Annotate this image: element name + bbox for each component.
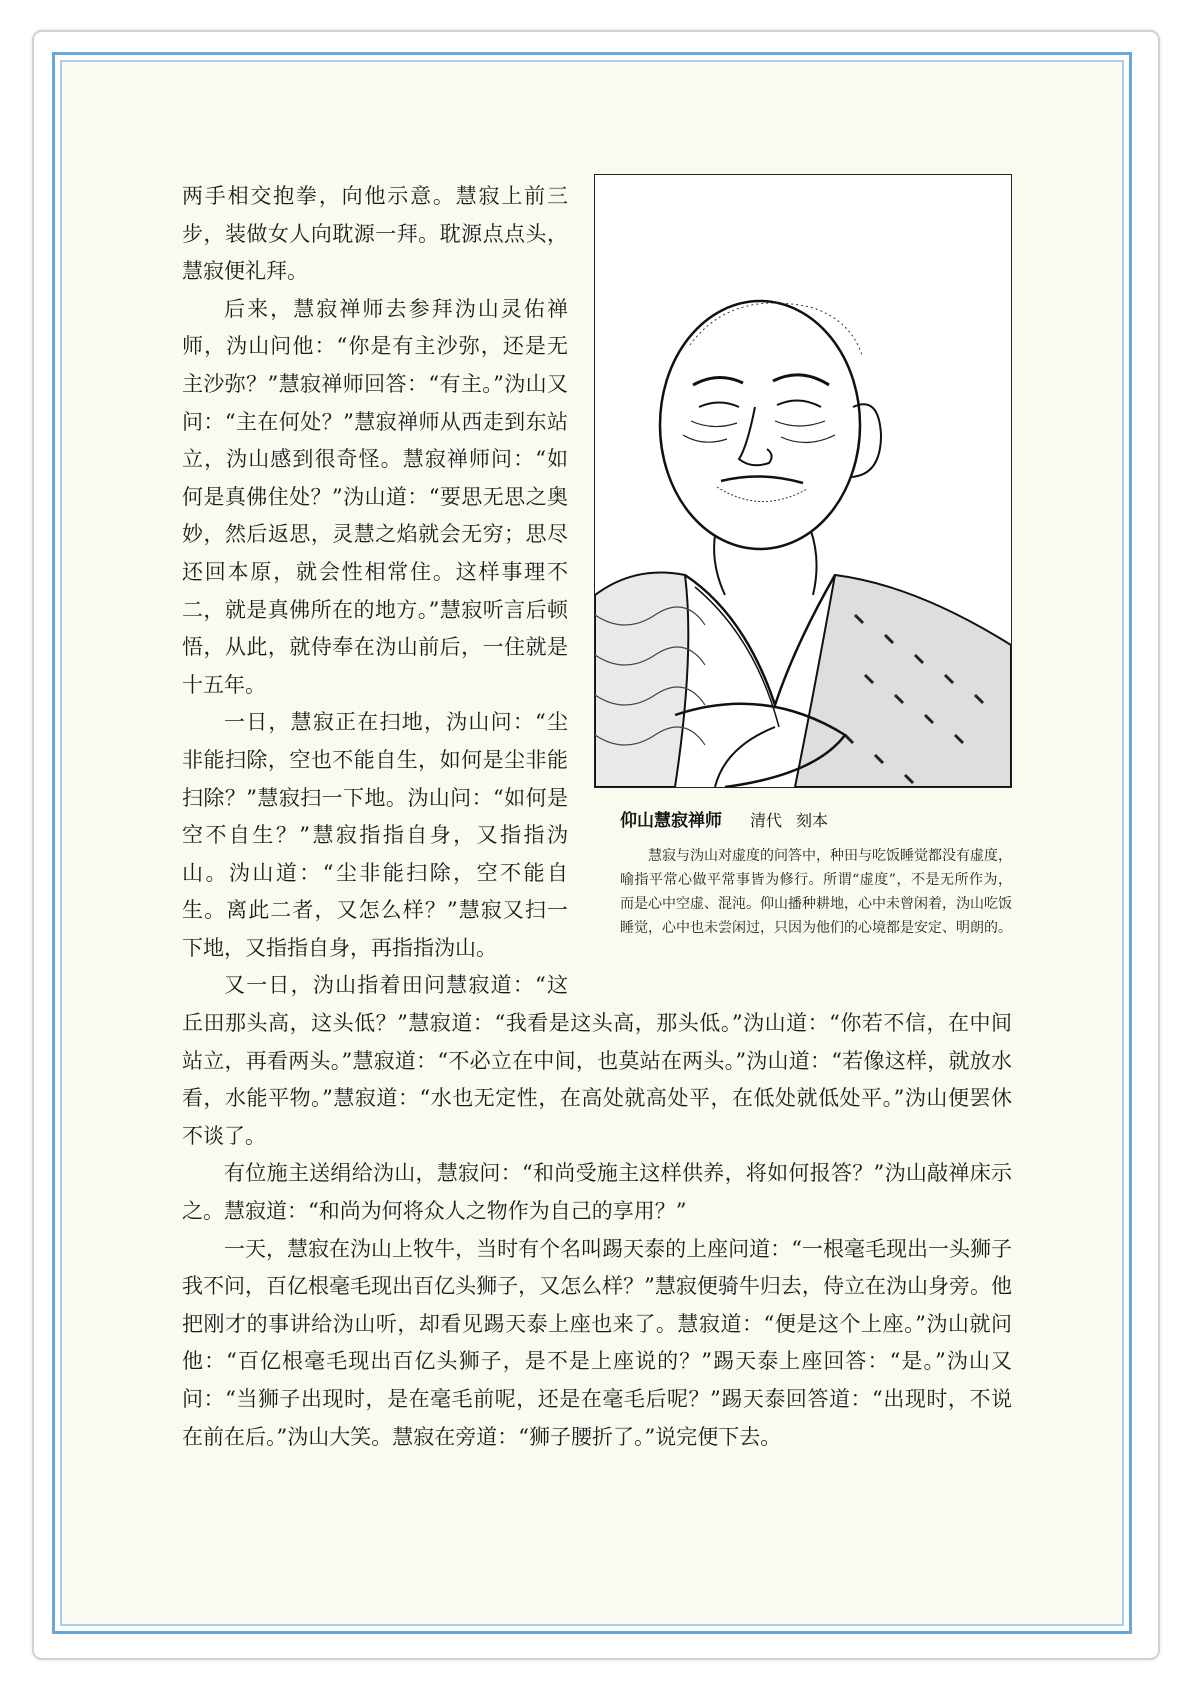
- figure-title: 仰山慧寂禅师: [620, 811, 722, 831]
- figure-description: 慧寂与沩山对虚度的问答中，种田与吃饭睡觉都没有虚度，喻指平常心做平常事皆为修行。所谓“虚度”，不是无所作为，而是心中空虚、混沌。仰山播种耕地，心中未曾闲着，沩山吃饭睡觉，心中也未尝闲过，只因为他们的心境都是安定、明朗的。: [620, 848, 1012, 936]
- paragraph-1: 两手相交抱拳，向他示意。慧寂上前三步，装做女人向耽源一拜。耽源点点头，慧寂便礼拜。: [182, 184, 568, 284]
- figure-caption: [620, 806, 1010, 831]
- paragraph-4: 又一日，沩山指着田问慧寂道：“这丘田那头高，这头低？”慧寂道：“我看是这头高，那头低。”沩山道：“你若不信，在中间站立，再看两头。”慧寂道：“不必立在中间，也莫站在两头。”沩山道：“若像这样，就放水看，水能平物。”慧寂道：“水也无定性，在高处就高处平，在低处就低处平。”沩山便罢休不谈了。: [182, 973, 1012, 1148]
- paragraph-2: 后来，慧寂禅师去参拜沩山灵佑禅师，沩山问他：“你是有主沙弥，还是无主沙弥？”慧寂禅师回答：“有主。”沩山又问：“主在何处？”慧寂禅师从西走到东站立，沩山感到很奇怪。慧寂禅师问：“如何是真佛住处？”沩山道：“要思无思之奥妙，然后返思，灵慧之焰就会无穷；思尽还回本原，就会性相常住。这样事理不二，就是真佛所在的地方。”慧寂听言后顿悟，从此，就侍奉在沩山前后，一住就是十五年。: [182, 296, 568, 697]
- monk-portrait-image: [594, 174, 1012, 788]
- figure-era: 清代: [750, 811, 783, 830]
- figure-medium: 刻本: [796, 811, 829, 830]
- paragraph-6: 一天，慧寂在沩山上牧牛，当时有个名叫踢天泰的上座问道：“一根毫毛现出一头狮子我不问，百亿根毫毛现出百亿头狮子，又怎么样？”慧寂便骑牛归去，侍立在沩山身旁。他把刚才的事讲给沩山听，却看见踢天泰上座也来了。慧寂道：“便是这个上座。”沩山就问他：“百亿根毫毛现出百亿头狮子，是不是上座说的？”踢天泰上座回答：“是。”沩山又问：“当狮子出现时，是在毫毛前呢，还是在毫毛后呢？”踢天泰回答道：“出现时，不说在前在后。”沩山大笑。慧寂在旁道：“狮子腰折了。”说完便下去。: [182, 1236, 1012, 1449]
- paragraph-3: 一日，慧寂正在扫地，沩山问：“尘非能扫除，空也不能自生，如何是尘非能扫除？”慧寂扫一下地。沩山问：“如何是空不自生？”慧寂指指自身，又指指沩山。沩山道：“尘非能扫除，空不能自生。离此二者，又怎么样？”慧寂又扫一下地，又指指自身，再指指沩山。: [182, 710, 568, 960]
- paragraph-5: 有位施主送绢给沩山，慧寂问：“和尚受施主这样供养，将如何报答？”沩山敲禅床示之。慧寂道：“和尚为何将众人之物作为自己的享用？”: [182, 1161, 1012, 1224]
